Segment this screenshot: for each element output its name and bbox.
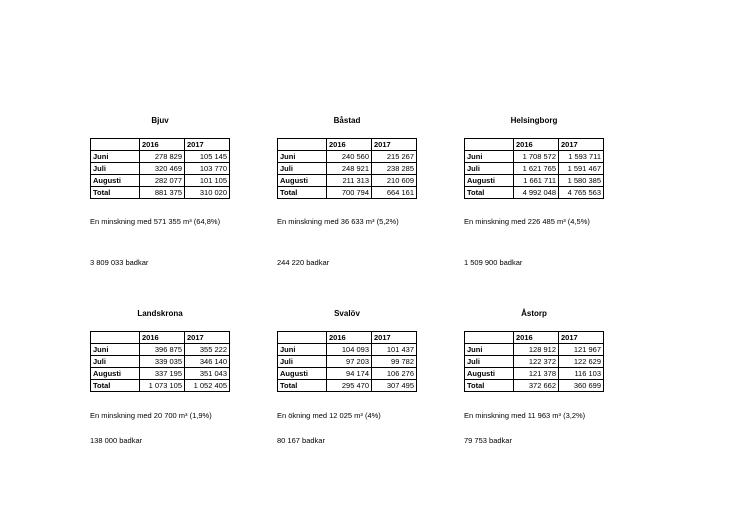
table-header-row [465, 332, 604, 344]
table-header-row [465, 139, 604, 151]
water-usage-table [277, 138, 417, 199]
table-total-row: Total 1 073 105 1 052 405 [91, 380, 230, 392]
table-row: Juli 339 035 346 140 [91, 356, 230, 368]
header-2016: 2016 [514, 332, 559, 344]
table-row: Juni 278 829 105 145 [91, 151, 230, 163]
change-summary: En minskning med 36 633 m³ (5,2%) [277, 217, 399, 226]
table-row: Augusti 1 661 711 1 580 385 [465, 175, 604, 187]
table-header-row [278, 139, 417, 151]
table-row: Augusti 211 313 210 609 [278, 175, 417, 187]
header-2016: 2016 [140, 332, 185, 344]
table-row: Augusti 94 174 106 276 [278, 368, 417, 380]
water-usage-table [90, 331, 230, 392]
table-row: Juni 128 912 121 967 [465, 344, 604, 356]
header-2017: 2017 [372, 139, 417, 151]
change-summary: En minskning med 226 485 m³ (4,5%) [464, 217, 590, 226]
header-2016: 2016 [327, 332, 372, 344]
table-total-row: Total 4 992 048 4 765 563 [465, 187, 604, 199]
municipality-title: Åstorp [521, 309, 547, 318]
table-row: Augusti 337 195 351 043 [91, 368, 230, 380]
table-total-row: Total 372 662 360 699 [465, 380, 604, 392]
table-row: Juni 1 708 572 1 593 711 [465, 151, 604, 163]
table-row: Juli 320 469 103 770 [91, 163, 230, 175]
change-summary: En minskning med 20 700 m³ (1,9%) [90, 411, 212, 420]
table-row: Juli 97 203 99 782 [278, 356, 417, 368]
municipality-title: Helsingborg [510, 116, 558, 125]
water-usage-table [464, 138, 604, 199]
water-usage-table [464, 331, 604, 392]
bathtub-equivalent: 79 753 badkar [464, 436, 512, 445]
water-usage-table [90, 138, 230, 199]
table-total-row: Total 700 794 664 161 [278, 187, 417, 199]
municipality-title: Landskrona [137, 309, 183, 318]
header-2017: 2017 [559, 139, 604, 151]
change-summary: En minskning med 11 963 m³ (3,2%) [464, 411, 586, 420]
header-2017: 2017 [185, 139, 230, 151]
header-2016: 2016 [514, 139, 559, 151]
header-2016: 2016 [140, 139, 185, 151]
table-header-row [91, 139, 230, 151]
header-2017: 2017 [185, 332, 230, 344]
water-usage-table [277, 331, 417, 392]
table-row: Juli 248 921 238 285 [278, 163, 417, 175]
table-header-row [278, 332, 417, 344]
bathtub-equivalent: 244 220 badkar [277, 258, 330, 267]
municipality-title: Bjuv [151, 116, 169, 125]
bathtub-equivalent: 1 509 900 badkar [464, 258, 523, 267]
bathtub-equivalent: 3 809 033 badkar [90, 258, 149, 267]
bathtub-equivalent: 138 000 badkar [90, 436, 143, 445]
table-row: Juli 122 372 122 629 [465, 356, 604, 368]
change-summary: En minskning med 571 355 m³ (64,8%) [90, 217, 221, 226]
bathtub-equivalent: 80 167 badkar [277, 436, 325, 445]
table-row: Augusti 282 077 101 105 [91, 175, 230, 187]
municipality-title: Svalöv [334, 309, 360, 318]
table-total-row: Total 881 375 310 020 [91, 187, 230, 199]
change-summary: En ökning med 12 025 m³ (4%) [277, 411, 381, 420]
table-row: Juni 240 560 215 267 [278, 151, 417, 163]
table-row: Augusti 121 378 116 103 [465, 368, 604, 380]
table-row: Juli 1 621 765 1 591 467 [465, 163, 604, 175]
table-row: Juni 104 093 101 437 [278, 344, 417, 356]
table-header-row [91, 332, 230, 344]
header-2016: 2016 [327, 139, 372, 151]
municipality-title: Båstad [333, 116, 361, 125]
table-row: Juni 396 875 355 222 [91, 344, 230, 356]
table-total-row: Total 295 470 307 495 [278, 380, 417, 392]
header-2017: 2017 [372, 332, 417, 344]
header-2017: 2017 [559, 332, 604, 344]
